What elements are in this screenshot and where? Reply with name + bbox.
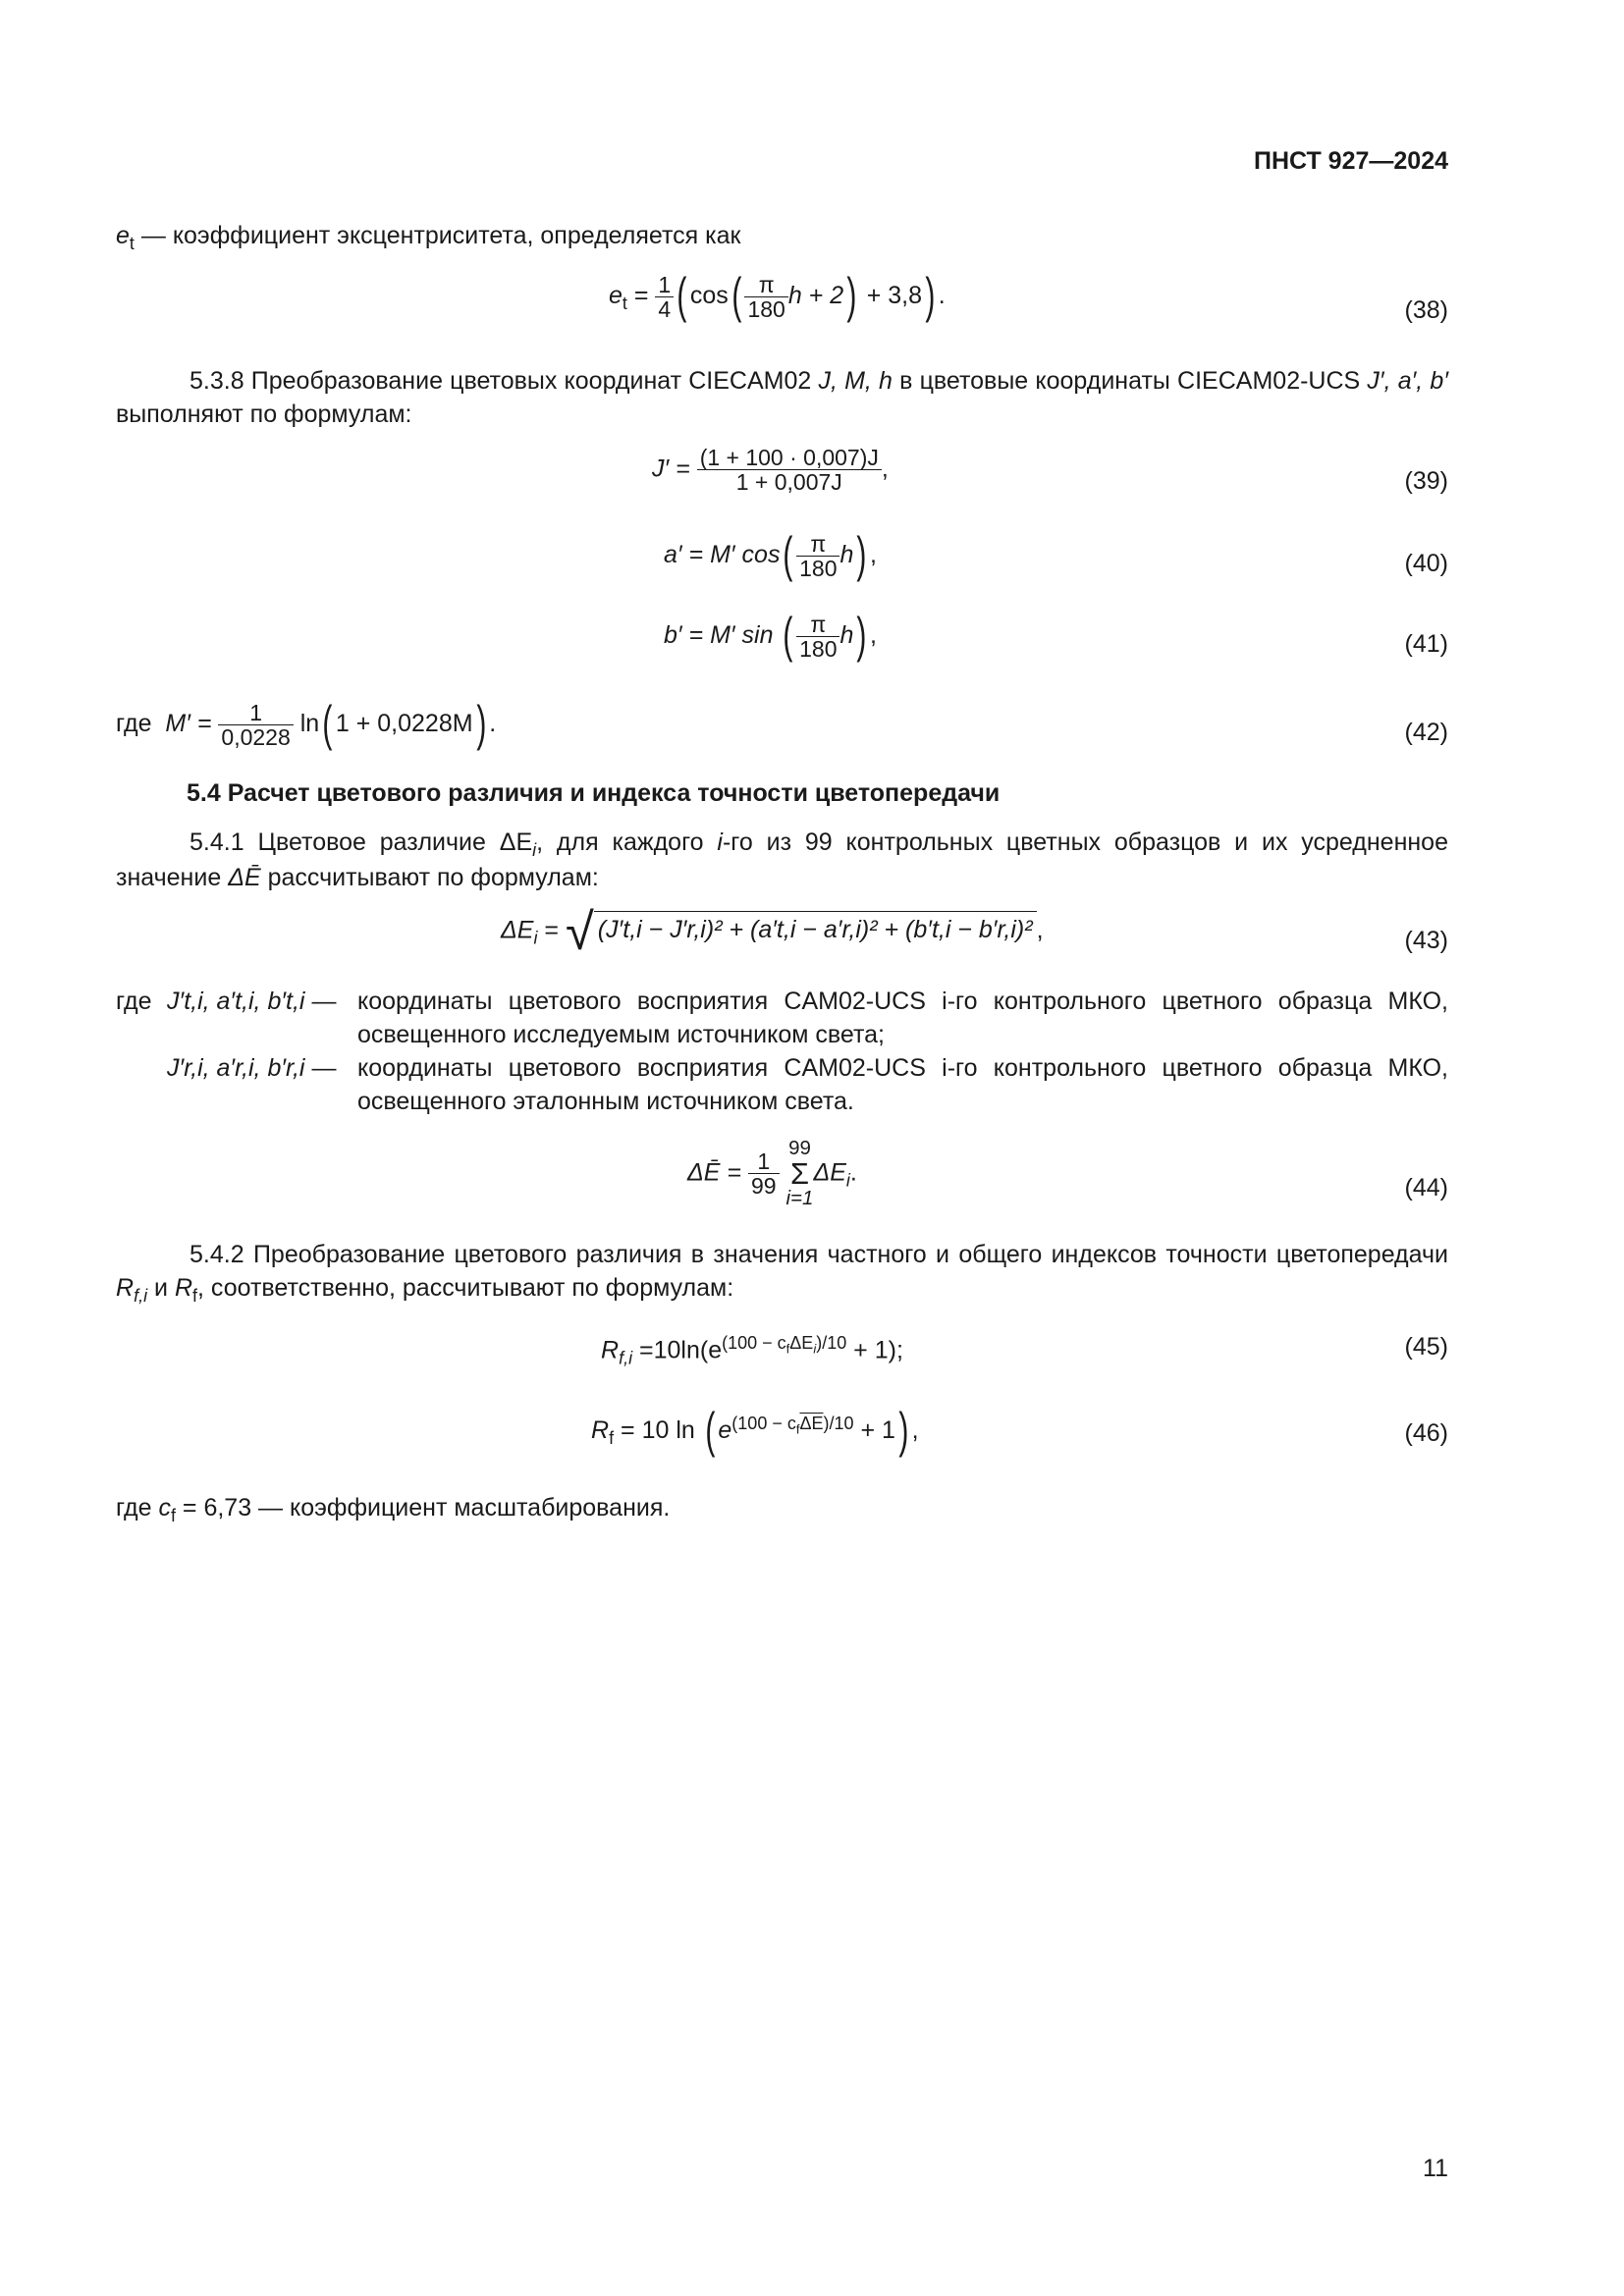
equation-43: $\Delta E_i$ = √ (J′t,i − J′r,i)² + (a′t,i − a′r,i)² + (b′t,i − b′r,i)² , [501, 903, 1044, 961]
equation-number-38: (38) [1404, 296, 1448, 324]
equation-45: $R_{f,i} =10\ln(e^{(100 - c_f\Delta E_i)/10} + 1)$; [601, 1333, 903, 1368]
page-number: 11 [1423, 2155, 1448, 2182]
et-definition: $e_t$ — коэффициент эксцентриситета, определяется как [116, 222, 741, 253]
equation-42: где M′ = $\frac{1}{0,0228}$ ln( 1 + 0,0228M) . [116, 696, 497, 751]
section-heading-5-4: 5.4 Расчет цветового различия и индекса точности цветопередачи [187, 779, 1001, 807]
equation-46: $R_f = 10$ ln ( $e^{(100 - c_f\overline{\Delta E})/10} + 1$) , [591, 1403, 919, 1458]
equation-number-46: (46) [1404, 1419, 1448, 1447]
equation-44: ΔĒ = $\frac{1}{99}$ 99 Σ $i=1\Delta E_i$. [687, 1137, 857, 1210]
equation-number-44: (44) [1404, 1174, 1448, 1201]
document-id: ПНСТ 927—2024 [1254, 147, 1448, 175]
paragraph-5-4-1: 5.4.1 Цветовое различие $\Delta E_i$, для каждого i-го из 99 контрольных цветных образцов и их усредненное значение ΔĒ рассчитывают по формулам: [116, 828, 1448, 892]
equation-38: $e_t$ = $\frac{1}{4}$ ( cos( $\frac{\pi}{180}$ h + 2) + 3,8) . [609, 268, 946, 323]
equation-41: b′ = M′ sin ( $\frac{\pi}{180}$ h) , [664, 608, 877, 663]
equation-number-43: (43) [1404, 927, 1448, 954]
equation-number-40: (40) [1404, 550, 1448, 577]
equation-39: J′ = $\frac{(1 + 100 \cdot 0,007)J}{1 + 0,007J}$ , [652, 445, 889, 496]
definition-row: J′r,i, a′r,i, b′r,i — координаты цветового восприятия CAM02-UCS i-го контрольного цветного образца МКО, освещенного эталонным источником света. [167, 1054, 1448, 1115]
paragraph-5-3-8: 5.3.8 Преобразование цветовых координат CIECAM02 J, M, h в цветовые координаты CIECAM02-UCS J′, a′, b′ выполняют по формулам: [116, 367, 1449, 428]
cf-definition: где $c_f = 6,73$ — коэффициент масштабирования. [116, 1494, 671, 1525]
equation-number-41: (41) [1404, 630, 1448, 658]
equation-number-45: (45) [1404, 1333, 1448, 1361]
equation-number-42: (42) [1404, 719, 1448, 746]
definition-row: где J′t,i, a′t,i, b′t,i — координаты цветового восприятия CAM02-UCS i-го контрольного цветного образца МКО, освещенного исследуемым источником света; [116, 988, 1448, 1048]
paragraph-5-4-2: 5.4.2 Преобразование цветового различия в значения частного и общего индексов точности цветопередачи $R_{f,i}$ и $R_f$, соответственно, рассчитывают по формулам: [116, 1241, 1448, 1306]
equation-number-39: (39) [1404, 467, 1448, 495]
equation-40: a′ = M′ cos( $\frac{\pi}{180}$ h) , [664, 527, 877, 582]
